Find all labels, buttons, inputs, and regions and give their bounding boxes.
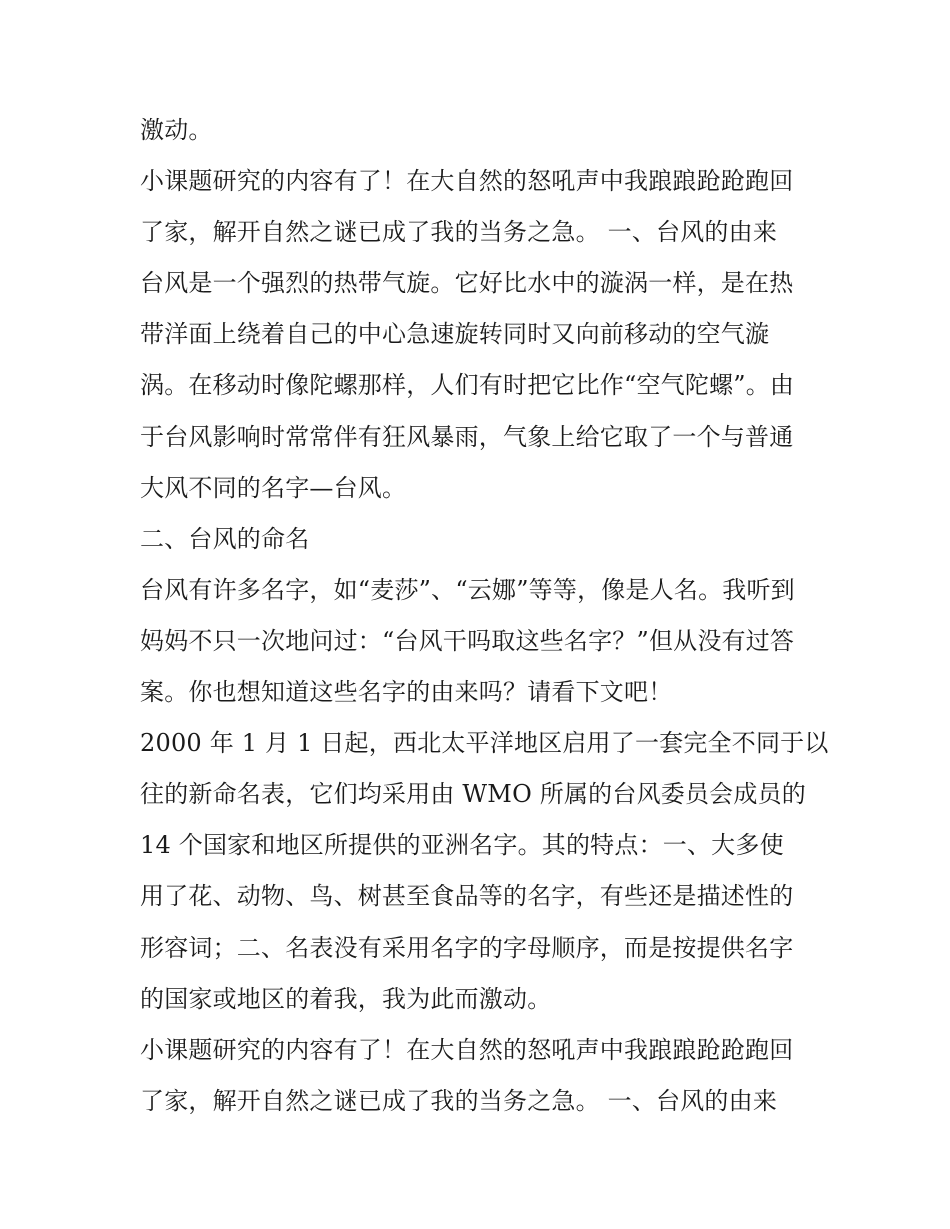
- text-line: 了家，解开自然之谜已成了我的当务之急。 一、台风的由来: [140, 1086, 778, 1115]
- text-line: 台风是一个强烈的热带气旋。它好比水中的漩涡一样，是在热: [140, 269, 794, 298]
- text-line: 台风有许多名字，如“麦莎”、“云娜”等等，像是人名。我听到: [140, 575, 795, 604]
- text-line: 14 个国家和地区所提供的亚洲名字。其的特点：一、大多使: [140, 831, 784, 860]
- text-line: 小课题研究的内容有了！在大自然的怒吼声中我踉踉跄跄跑回: [140, 1035, 794, 1064]
- text-line: 涡。在移动时像陀螺那样，人们有时把它比作“空气陀螺”。由: [140, 371, 795, 400]
- text-line: 小课题研究的内容有了！在大自然的怒吼声中我踉踉跄跄跑回: [140, 167, 794, 196]
- text-line: 案。你也想知道这些名字的由来吗？请看下文吧！: [140, 678, 673, 707]
- document-page: [140, 108, 829, 1130]
- text-line: 激动。: [140, 116, 213, 144]
- text-line: 妈妈不只一次地问过：“台风干吗取这些名字？”但从没有过答: [140, 626, 795, 655]
- text-line: 形容词；二、名表没有采用名字的字母顺序，而是按提供名字: [140, 933, 794, 962]
- text-line: 的国家或地区的着我，我为此而激动。: [140, 984, 552, 1013]
- text-line: 用了花、动物、鸟、树甚至食品等的名字，有些还是描述性的: [140, 882, 794, 911]
- section-heading: 二、台风的命名: [140, 524, 310, 553]
- text-line: 2000 年 1 月 1 日起，西北太平洋地区启用了一套完全不同于以: [140, 729, 829, 758]
- text-line: 大风不同的名字—台风。: [140, 473, 407, 502]
- text-line: 带洋面上绕着自己的中心急速旋转同时又向前移动的空气漩: [140, 320, 770, 349]
- text-line: 往的新命名表，它们均采用由 WMO 所属的台风委员会成员的: [140, 780, 806, 809]
- text-line: 于台风影响时常常伴有狂风暴雨，气象上给它取了一个与普通: [140, 422, 794, 451]
- text-line: 了家，解开自然之谜已成了我的当务之急。 一、台风的由来: [140, 218, 778, 247]
